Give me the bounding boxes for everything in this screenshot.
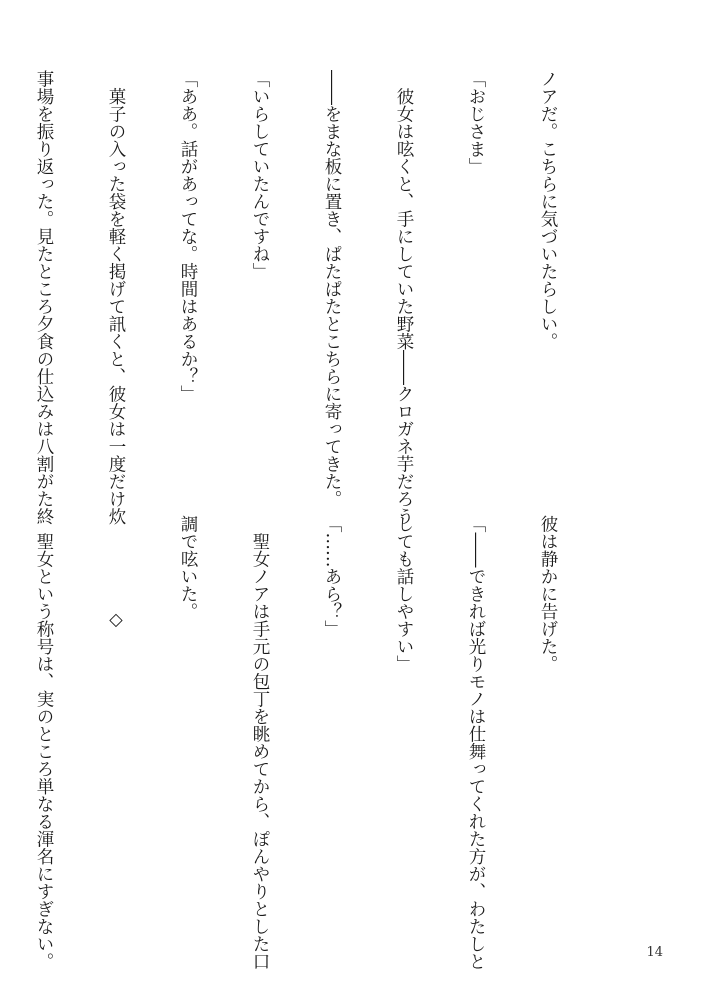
text-line: 「おじさま」 [466,70,486,175]
text-line: 菓子の入った袋を軽く掲げて訊くと、彼女は一度だけ炊 [106,70,126,525]
text-line: 「――できれば光りモノは仕舞ってくれた方が、わたしと [466,515,486,970]
text-line: 調で呟いた。 [178,515,198,620]
text-line: ――をまな板に置き、ぱたぱたとこちらに寄ってきた。 [322,70,342,508]
text-line: 彼女は呟くと、手にしていた野菜――クロガネ芋だろう [394,70,414,525]
text-line: しても話しやすい」 [394,515,414,673]
text-line: 「……あら？」 [322,515,342,638]
page-number: 14 [646,945,663,960]
text-line: 聖女という称号は、実のところ単なる渾名にすぎない。 [34,515,54,970]
text-line: 事場を振り返った。見たところ夕食の仕込みは八割がた終 [34,70,54,525]
text-line: 「いらしていたんですね」 [250,70,270,280]
text-line: 聖女ノアは手元の包丁を眺めてから、ぽんやりとした口 [250,515,270,970]
text-line: 「ああ。話があってな。時間はあるか？」 [178,70,198,403]
top-text-block [34,70,608,525]
bottom-text-block [34,515,608,970]
text-line: ノアだ。こちらに気づいたらしい。 [538,70,558,350]
text-line: 彼は静かに告げた。 [538,515,558,673]
section-break-diamond: ◇ [106,610,126,630]
